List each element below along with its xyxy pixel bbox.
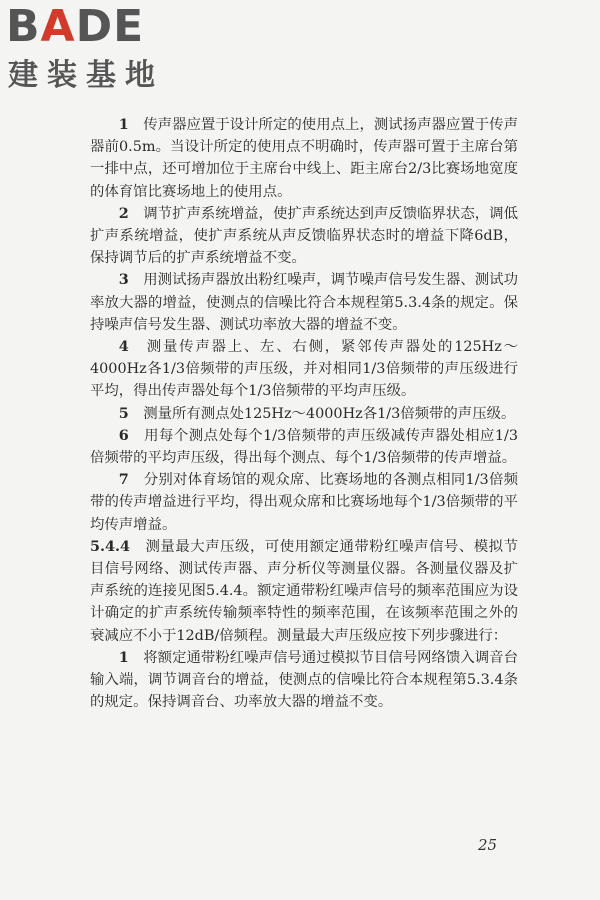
paragraph-text: 分别对体育场馆的观众席、比赛场地的各测点相同1/3倍频带的传声增益进行平均，得出观众席和比赛场地每个1/3倍频带的平均传声增益。 (90, 472, 518, 533)
paragraph-3 (90, 269, 518, 336)
paragraph-text: 用每个测点处每个1/3倍频带的声压级减传声器处相应1/3倍频带的平均声压级，得出每个测点、每个1/3倍频带的传声增益。 (90, 427, 518, 467)
paragraph-number: 2 (118, 204, 129, 222)
clause-number: 5.4.4 (90, 537, 131, 555)
step-1 (90, 647, 518, 714)
paragraph-text: 传声器应置于设计所定的使用点上，测试扬声器应置于传声器前0.5m。当设计所定的使用点不明确时，传声器可置于主席台第一排中点，还可增加位于主席台中线上、距主席台2/3比赛场地宽度的体育馆比赛场地上的使用点。 (90, 117, 518, 200)
logo-subtitle: 建装基地 (8, 58, 164, 93)
paragraph-number: 1 (118, 116, 129, 133)
paragraph-2 (90, 203, 518, 270)
logo-wordmark-accent: A (40, 1, 76, 52)
logo-wordmark (6, 1, 145, 52)
paragraph-4 (90, 336, 518, 403)
paragraph-text: 调节扩声系统增益，使扩声系统达到声反馈临界状态，调低扩声系统增益，使扩声系统从声反馈临界状态时的增益下降6dB，保持调节后的扩声系统增益不变。 (90, 205, 518, 267)
step-text: 将额定通带粉红噪声信号通过模拟节目信号网络馈入调音台输入端，调节调音台的增益，使测点的信噪比符合本规程第5.3.4条的规定。保持调音台、功率放大器的增益不变。 (90, 649, 518, 711)
paragraph-number: 5 (118, 404, 129, 422)
step-number: 1 (118, 648, 129, 666)
logo (6, 1, 176, 94)
paragraph-number: 4 (118, 338, 129, 356)
paragraph-1 (90, 114, 518, 203)
clause-text: 测量最大声压级，可使用额定通带粉红噪声信号、模拟节目信号网络、测试传声器、声分析仪等测量仪器。各测量仪器及扩声系统的连接见图5.4.4。额定通带粉红噪声信号的频率范围应为设计确定的扩声系统传输频率特性的频率范围，在该频率范围之外的衰减应不小于12dB/倍频程。测量最大声压级应按下列步骤进行： (90, 538, 518, 644)
paragraph-text: 测量所有测点处125Hz～4000Hz各1/3倍频带的声压级。 (143, 405, 516, 422)
paragraph-text: 用测试扬声器放出粉红噪声，调节噪声信号发生器、测试功率放大器的增益，使测点的信噪比符合本规程第5.3.4条的规定。保持噪声信号发生器、测试功率放大器的增益不变。 (90, 272, 518, 333)
page-body (90, 114, 518, 713)
logo-wordmark-rest: DE (75, 1, 145, 52)
logo-wordmark-first: B (6, 1, 41, 52)
paragraph-7 (90, 469, 518, 536)
paragraph-number: 7 (118, 471, 129, 489)
paragraph-6 (90, 425, 518, 469)
paragraph-5 (90, 403, 518, 425)
paragraph-text: 测量传声器上、左、右侧，紧邻传声器处的125Hz～4000Hz各1/3倍频带的声压级，并对相同1/3倍频带的声压级进行平均，得出传声器处每个1/3倍频带的平均声压级。 (90, 339, 518, 400)
clause-5-4-4 (90, 536, 518, 647)
paragraph-number: 6 (118, 426, 129, 444)
page-number: 25 (478, 836, 498, 854)
paragraph-number: 3 (118, 271, 129, 289)
